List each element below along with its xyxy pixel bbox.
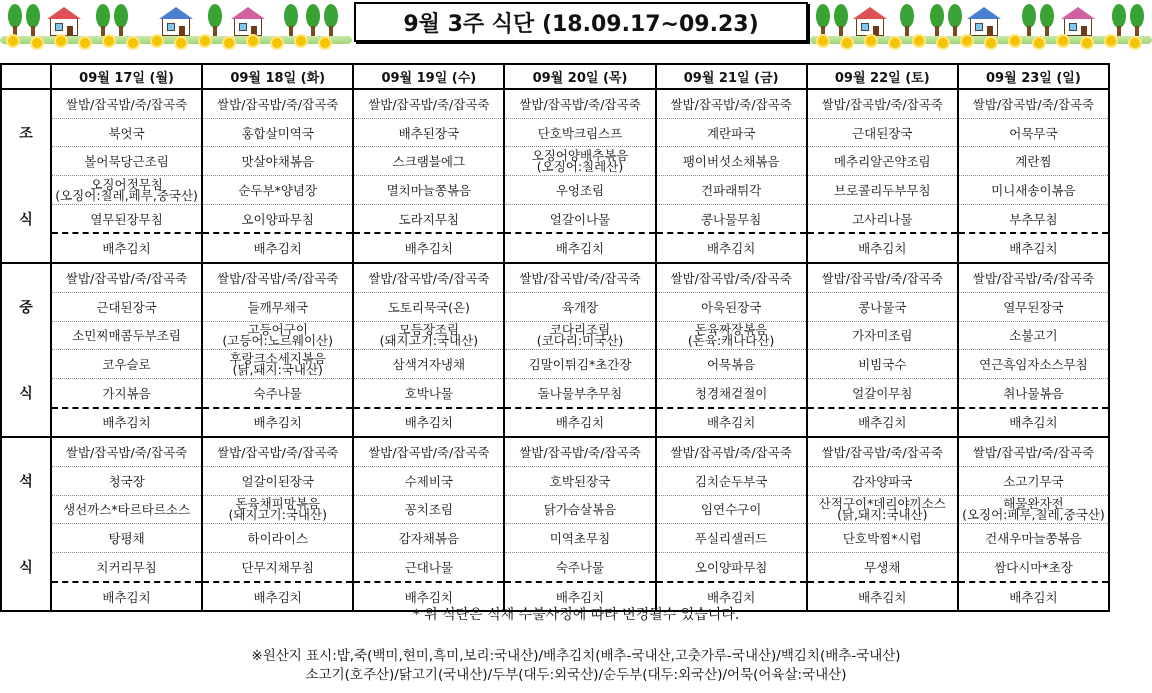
flower-icon bbox=[248, 36, 258, 46]
menu-cell: 푸실리샐러드 bbox=[656, 524, 807, 553]
tree-icon bbox=[1040, 4, 1054, 36]
menu-cell: 도라지무침 bbox=[353, 204, 504, 233]
menu-cell: 어묵볶음 bbox=[656, 350, 807, 379]
menu-cell: 쌀밥/잡곡밥/죽/잡곡죽 bbox=[504, 437, 655, 466]
weekly-menu-table bbox=[0, 63, 1110, 612]
flower-icon bbox=[176, 38, 186, 48]
dish-origin: (오징어:칠레산) bbox=[536, 159, 624, 175]
menu-cell: 쌀밥/잡곡밥/죽/잡곡죽 bbox=[656, 89, 807, 118]
menu-cell: 우엉조림 bbox=[504, 176, 655, 205]
dish-name: 해물완자전 bbox=[1003, 496, 1064, 512]
menu-cell: 배추김치 bbox=[807, 408, 958, 438]
dish-name: 모듬장조림 bbox=[398, 322, 460, 338]
menu-cell: 연근흑임자소스무침 bbox=[958, 350, 1109, 379]
menu-cell: 치커리무침 bbox=[51, 553, 202, 582]
day-header: 09월 20일 (목) bbox=[504, 64, 655, 89]
menu-cell: 배추김치 bbox=[958, 408, 1109, 438]
page-title: 9월 3주 식단 (18.09.17~09.23) bbox=[354, 2, 808, 42]
menu-cell: 건파래튀각 bbox=[656, 176, 807, 205]
house-icon bbox=[162, 18, 190, 36]
menu-cell bbox=[353, 321, 504, 350]
header-banner bbox=[0, 0, 1152, 60]
menu-cell: 단무지채무침 bbox=[202, 553, 353, 582]
menu-cell: 배추김치 bbox=[656, 233, 807, 263]
flower-icon bbox=[1058, 36, 1068, 46]
origin-labeling bbox=[0, 647, 1152, 685]
meal-label-bottom: 식 bbox=[19, 386, 33, 403]
menu-cell: 돌나물부추무침 bbox=[504, 378, 655, 407]
menu-cell: 배추김치 bbox=[807, 233, 958, 263]
menu-cell: 미역초무침 bbox=[504, 524, 655, 553]
menu-cell: 가지볶음 bbox=[51, 378, 202, 407]
menu-cell: 팽이버섯소채볶음 bbox=[656, 147, 807, 176]
flower-icon bbox=[104, 36, 114, 46]
menu-cell: 얼갈이된장국 bbox=[202, 466, 353, 495]
menu-row bbox=[1, 437, 1109, 466]
menu-row bbox=[1, 495, 1109, 524]
menu-cell: 소불고기 bbox=[958, 321, 1109, 350]
menu-cell: 메추리알곤약조림 bbox=[807, 147, 958, 176]
flower-icon bbox=[296, 36, 306, 46]
flower-icon bbox=[320, 38, 330, 48]
flower-icon bbox=[818, 36, 828, 46]
dish-origin: (돼지고기:국내산) bbox=[379, 333, 479, 349]
menu-cell: 배추김치 bbox=[958, 233, 1109, 263]
menu-cell bbox=[51, 176, 202, 205]
meal-label bbox=[1, 263, 51, 437]
menu-cell: 가자미조림 bbox=[807, 321, 958, 350]
menu-cell: 취나물볶음 bbox=[958, 378, 1109, 407]
menu-cell: 생선까스*타르타르소스 bbox=[51, 495, 202, 524]
menu-cell: 쌀밥/잡곡밥/죽/잡곡죽 bbox=[202, 89, 353, 118]
menu-row bbox=[1, 466, 1109, 495]
meal-label-top: 중 bbox=[19, 300, 33, 317]
menu-cell: 건새우마늘쫑볶음 bbox=[958, 524, 1109, 553]
tree-icon bbox=[930, 4, 944, 36]
meal-label bbox=[1, 89, 51, 263]
menu-cell: 쌀밥/잡곡밥/죽/잡곡죽 bbox=[807, 89, 958, 118]
menu-cell: 배추김치 bbox=[504, 582, 655, 612]
house-icon bbox=[234, 18, 262, 36]
menu-row bbox=[1, 553, 1109, 582]
menu-row bbox=[1, 233, 1109, 263]
menu-cell: 쌀밥/잡곡밥/죽/잡곡죽 bbox=[807, 437, 958, 466]
menu-cell: 배추김치 bbox=[353, 582, 504, 612]
menu-cell: 미니새송이볶음 bbox=[958, 176, 1109, 205]
menu-cell: 배추김치 bbox=[353, 233, 504, 263]
flower-icon bbox=[272, 38, 282, 48]
day-header: 09월 18일 (화) bbox=[202, 64, 353, 89]
dish-origin: (돼지고기:국내산) bbox=[228, 507, 327, 523]
dish-origin: (코다리:미국산) bbox=[536, 333, 624, 349]
menu-cell: 쌀밥/잡곡밥/죽/잡곡죽 bbox=[51, 263, 202, 292]
village-decoration-right bbox=[810, 0, 1152, 44]
menu-cell: 숙주나물 bbox=[202, 378, 353, 407]
day-header-row bbox=[1, 64, 1109, 89]
menu-cell: 스크램블에그 bbox=[353, 147, 504, 176]
menu-cell: 도토리묵국(온) bbox=[353, 292, 504, 321]
menu-cell: 콩나물무침 bbox=[656, 204, 807, 233]
menu-cell bbox=[202, 495, 353, 524]
menu-cell: 볼어묵당근조림 bbox=[51, 147, 202, 176]
menu-cell: 배추김치 bbox=[656, 582, 807, 612]
tree-icon bbox=[8, 4, 22, 36]
meal-label bbox=[1, 437, 51, 611]
day-header: 09월 23일 (일) bbox=[958, 64, 1109, 89]
menu-cell: 계란파국 bbox=[656, 118, 807, 147]
dish-origin: (닭,돼지:국내산) bbox=[232, 362, 323, 378]
tree-icon bbox=[306, 4, 320, 36]
origin-line-2: 소고기(호주산)/닭고기(국내산)/두부(대두:외국산)/순두부(대두:외국산)/어묵(어육살:국내산) bbox=[305, 667, 847, 683]
flower-icon bbox=[866, 36, 876, 46]
flower-icon bbox=[962, 36, 972, 46]
menu-cell bbox=[504, 147, 655, 176]
menu-cell: 쌈다시마*초장 bbox=[958, 553, 1109, 582]
menu-row bbox=[1, 350, 1109, 379]
tree-icon bbox=[284, 4, 298, 36]
dish-origin: (닭,돼지:국내산) bbox=[837, 507, 928, 523]
menu-cell: 쌀밥/잡곡밥/죽/잡곡죽 bbox=[504, 263, 655, 292]
menu-cell: 단호박크림스프 bbox=[504, 118, 655, 147]
dish-name: 오징어양배추볶음 bbox=[531, 148, 629, 164]
tree-icon bbox=[816, 4, 830, 36]
menu-cell: 부추무침 bbox=[958, 204, 1109, 233]
menu-cell: 얼갈이무침 bbox=[807, 378, 958, 407]
menu-cell: 순두부*양념장 bbox=[202, 176, 353, 205]
menu-cell: 배추김치 bbox=[51, 408, 202, 438]
menu-cell: 배추김치 bbox=[202, 582, 353, 612]
menu-cell: 꽁치조림 bbox=[353, 495, 504, 524]
tree-icon bbox=[26, 4, 40, 36]
tree-icon bbox=[1130, 4, 1144, 36]
day-header: 09월 21일 (금) bbox=[656, 64, 807, 89]
menu-cell: 배추김치 bbox=[807, 582, 958, 612]
menu-cell: 삼색겨자냉채 bbox=[353, 350, 504, 379]
menu-cell: 배추김치 bbox=[656, 408, 807, 438]
menu-row bbox=[1, 524, 1109, 553]
dish-name: 산적구이*데리야끼소스 bbox=[818, 496, 946, 512]
menu-cell: 호박나물 bbox=[353, 378, 504, 407]
menu-cell: 어묵무국 bbox=[958, 118, 1109, 147]
meal-label-bottom: 식 bbox=[19, 212, 33, 229]
menu-row bbox=[1, 89, 1109, 118]
menu-cell: 배추김치 bbox=[504, 408, 655, 438]
menu-cell: 코우슬로 bbox=[51, 350, 202, 379]
menu-cell: 쌀밥/잡곡밥/죽/잡곡죽 bbox=[51, 89, 202, 118]
menu-cell: 육개장 bbox=[504, 292, 655, 321]
menu-row bbox=[1, 321, 1109, 350]
tree-icon bbox=[208, 4, 222, 36]
menu-cell: 임연수구이 bbox=[656, 495, 807, 524]
tree-icon bbox=[834, 4, 848, 36]
flower-icon bbox=[986, 38, 996, 48]
menu-cell bbox=[807, 495, 958, 524]
menu-cell: 쌀밥/잡곡밥/죽/잡곡죽 bbox=[807, 263, 958, 292]
menu-cell: 쌀밥/잡곡밥/죽/잡곡죽 bbox=[656, 263, 807, 292]
menu-cell: 무생채 bbox=[807, 553, 958, 582]
flower-icon bbox=[1034, 38, 1044, 48]
menu-cell: 고사리나물 bbox=[807, 204, 958, 233]
dish-origin: (돈육:캐나다산) bbox=[687, 333, 775, 349]
tree-icon bbox=[96, 4, 110, 36]
house-icon bbox=[50, 18, 78, 36]
origin-line-1: ※원산지 표시:밥,죽(백미,현미,흑미,보리:국내산)/배추김치(배추-국내산,고춧가루-국내산)/백김치(배추-국내산) bbox=[251, 648, 901, 664]
menu-cell: 쌀밥/잡곡밥/죽/잡곡죽 bbox=[353, 89, 504, 118]
menu-cell bbox=[958, 495, 1109, 524]
dish-name: 돈육채피망볶음 bbox=[235, 496, 320, 512]
menu-cell bbox=[202, 321, 353, 350]
tree-icon bbox=[900, 4, 914, 36]
flower-icon bbox=[8, 36, 18, 46]
menu-cell: 소민찌매콤두부조림 bbox=[51, 321, 202, 350]
flower-icon bbox=[1082, 38, 1092, 48]
flower-icon bbox=[890, 38, 900, 48]
flower-icon bbox=[1106, 36, 1116, 46]
menu-cell: 배추김치 bbox=[51, 233, 202, 263]
menu-cell: 단호박찜*시럽 bbox=[807, 524, 958, 553]
dish-origin: (오징어:칠레,페루,중국산) bbox=[55, 187, 198, 203]
menu-cell: 쌀밥/잡곡밥/죽/잡곡죽 bbox=[504, 89, 655, 118]
menu-cell: 오이양파무침 bbox=[202, 204, 353, 233]
menu-cell: 열무된장국 bbox=[958, 292, 1109, 321]
menu-cell: 감자양파국 bbox=[807, 466, 958, 495]
flower-icon bbox=[128, 38, 138, 48]
menu-row bbox=[1, 176, 1109, 205]
menu-cell: 비빔국수 bbox=[807, 350, 958, 379]
meal-label-top: 조 bbox=[19, 126, 33, 143]
flower-icon bbox=[938, 38, 948, 48]
change-notice: * 위 식단은 식재 수불사정에 따라 변경될수 있습니다. bbox=[412, 607, 740, 623]
dish-name: 코다리조림 bbox=[549, 322, 611, 338]
menu-cell bbox=[656, 321, 807, 350]
menu-cell: 쌀밥/잡곡밥/죽/잡곡죽 bbox=[656, 437, 807, 466]
menu-cell: 쌀밥/잡곡밥/죽/잡곡죽 bbox=[353, 437, 504, 466]
flower-icon bbox=[914, 36, 924, 46]
menu-cell: 멸치마늘쫑볶음 bbox=[353, 176, 504, 205]
dish-name: 돈육짜장볶음 bbox=[694, 322, 768, 338]
menu-cell: 쌀밥/잡곡밥/죽/잡곡죽 bbox=[202, 263, 353, 292]
flower-icon bbox=[32, 38, 42, 48]
dish-name: 후랑크소세지볶음 bbox=[229, 351, 327, 367]
flower-icon bbox=[842, 38, 852, 48]
menu-cell: 쌀밥/잡곡밥/죽/잡곡죽 bbox=[51, 437, 202, 466]
menu-cell: 맛살야채볶음 bbox=[202, 147, 353, 176]
tree-icon bbox=[1022, 4, 1036, 36]
flower-icon bbox=[80, 38, 90, 48]
dish-name: 오징어젓무침 bbox=[90, 176, 163, 192]
corner-cell bbox=[1, 64, 51, 89]
menu-row bbox=[1, 263, 1109, 292]
menu-cell: 배추김치 bbox=[958, 582, 1109, 612]
menu-row bbox=[1, 408, 1109, 438]
house-icon bbox=[856, 18, 884, 36]
menu-cell: 배추된장국 bbox=[353, 118, 504, 147]
day-header: 09월 22일 (토) bbox=[807, 64, 958, 89]
meal-label-bottom: 식 bbox=[19, 560, 33, 577]
menu-cell: 청국장 bbox=[51, 466, 202, 495]
menu-cell: 탕평채 bbox=[51, 524, 202, 553]
menu-cell: 오이양파무침 bbox=[656, 553, 807, 582]
menu-cell: 쌀밥/잡곡밥/죽/잡곡죽 bbox=[958, 437, 1109, 466]
menu-cell: 쌀밥/잡곡밥/죽/잡곡죽 bbox=[958, 263, 1109, 292]
menu-cell: 김치순두부국 bbox=[656, 466, 807, 495]
menu-cell: 북엇국 bbox=[51, 118, 202, 147]
menu-cell: 들깨무채국 bbox=[202, 292, 353, 321]
menu-cell: 콩나물국 bbox=[807, 292, 958, 321]
menu-cell: 배추김치 bbox=[353, 408, 504, 438]
menu-row bbox=[1, 118, 1109, 147]
menu-cell: 얼갈이나물 bbox=[504, 204, 655, 233]
flower-icon bbox=[1010, 36, 1020, 46]
menu-cell: 숙주나물 bbox=[504, 553, 655, 582]
menu-cell: 근대된장국 bbox=[807, 118, 958, 147]
village-decoration-left bbox=[0, 0, 352, 44]
menu-cell bbox=[202, 350, 353, 379]
flower-icon bbox=[56, 36, 66, 46]
menu-cell: 근대된장국 bbox=[51, 292, 202, 321]
menu-cell: 계란찜 bbox=[958, 147, 1109, 176]
menu-cell: 쌀밥/잡곡밥/죽/잡곡죽 bbox=[353, 263, 504, 292]
flower-icon bbox=[152, 36, 162, 46]
menu-cell: 하이라이스 bbox=[202, 524, 353, 553]
flower-icon bbox=[1130, 38, 1140, 48]
menu-cell bbox=[504, 321, 655, 350]
menu-cell: 배추김치 bbox=[202, 233, 353, 263]
menu-cell: 근대나물 bbox=[353, 553, 504, 582]
dish-name: 고등어구이 bbox=[247, 322, 308, 338]
dish-origin: (오징어:페루,칠레,중국산) bbox=[962, 507, 1105, 523]
day-header: 09월 17일 (월) bbox=[51, 64, 202, 89]
flower-icon bbox=[200, 36, 210, 46]
menu-row bbox=[1, 378, 1109, 407]
menu-cell: 배추김치 bbox=[202, 408, 353, 438]
menu-row bbox=[1, 204, 1109, 233]
tree-icon bbox=[948, 4, 962, 36]
menu-cell: 브로콜리두부무침 bbox=[807, 176, 958, 205]
house-icon bbox=[970, 18, 998, 36]
menu-row bbox=[1, 292, 1109, 321]
menu-cell: 열무된장무침 bbox=[51, 204, 202, 233]
menu-cell: 닭가슴살볶음 bbox=[504, 495, 655, 524]
tree-icon bbox=[324, 4, 338, 36]
menu-cell: 쌀밥/잡곡밥/죽/잡곡죽 bbox=[958, 89, 1109, 118]
flower-icon bbox=[224, 38, 234, 48]
menu-cell: 수제비국 bbox=[353, 466, 504, 495]
menu-cell: 소고기무국 bbox=[958, 466, 1109, 495]
menu-cell: 청경채겉절이 bbox=[656, 378, 807, 407]
house-icon bbox=[1064, 18, 1092, 36]
menu-cell: 배추김치 bbox=[504, 233, 655, 263]
dish-origin: (고등어:노르웨이산) bbox=[222, 333, 333, 349]
menu-cell: 아욱된장국 bbox=[656, 292, 807, 321]
menu-cell: 호박된장국 bbox=[504, 466, 655, 495]
menu-cell: 홍합살미역국 bbox=[202, 118, 353, 147]
tree-icon bbox=[1112, 4, 1126, 36]
meal-label-top: 석 bbox=[19, 474, 33, 491]
day-header: 09월 19일 (수) bbox=[353, 64, 504, 89]
menu-cell: 쌀밥/잡곡밥/죽/잡곡죽 bbox=[202, 437, 353, 466]
menu-cell: 김말이튀김*초간장 bbox=[504, 350, 655, 379]
menu-cell: 감자채볶음 bbox=[353, 524, 504, 553]
tree-icon bbox=[114, 4, 128, 36]
menu-cell: 배추김치 bbox=[51, 582, 202, 612]
menu-row bbox=[1, 147, 1109, 176]
